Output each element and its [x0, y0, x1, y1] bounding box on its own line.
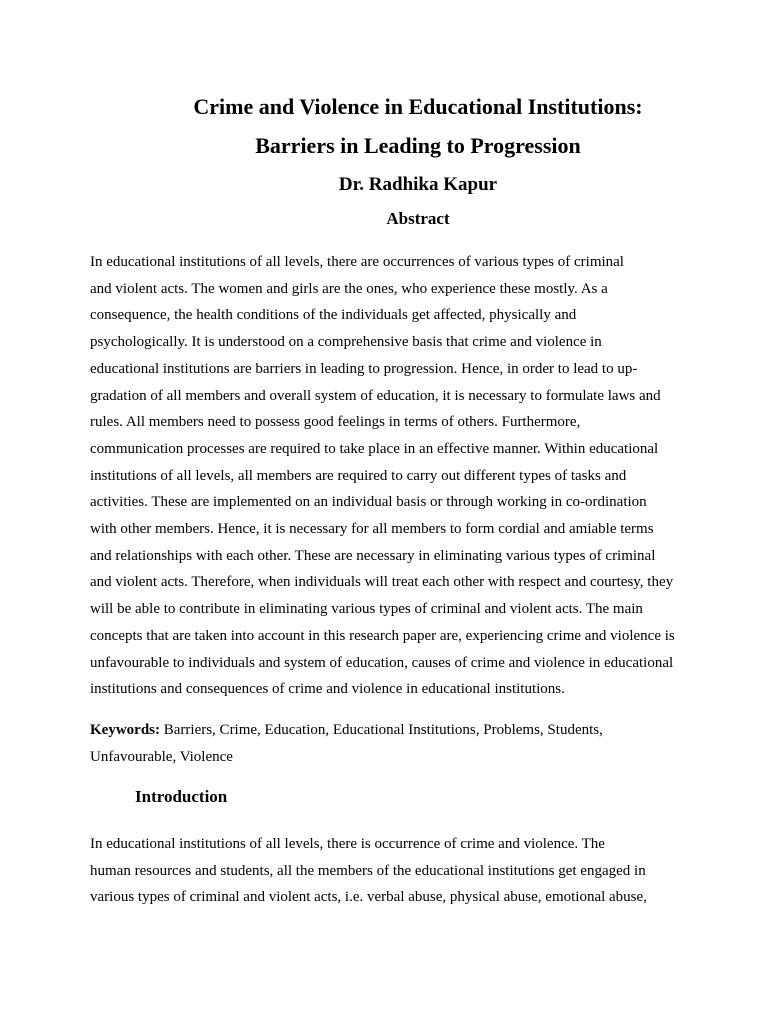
abstract-heading: Abstract	[386, 209, 450, 228]
keywords-list: Barriers, Crime, Education, Educational Institutions, Problems, Students, Unfavourable, Violence	[90, 722, 603, 765]
paper-title-line-1: Crime and Violence in Educational Institutions:	[193, 94, 643, 119]
introduction-paragraph: In educational institutions of all levels, there is occurrence of crime and violence. The human resources and students, all the members of the educational institutions get engaged in various types of criminal and violent acts, i.e. verbal abuse, physical abuse, emotional abuse,	[90, 836, 647, 906]
paper-title-line-2: Barriers in Leading to Progression	[255, 133, 581, 158]
keywords-paragraph	[90, 717, 680, 770]
abstract-paragraph: In educational institutions of all levels, there are occurrences of various types of criminal and violent acts. The women and girls are the ones, who experience these mostly. As a consequence, the health conditions of the individuals get affected, physically and psychologically. It is understood on a comprehensive basis that crime and violence in educational institutions are barriers in leading to progression. Hence, in order to lead to up- gradation of all members and overall system of education, it is necessary to formulate laws and rules. All members need to possess good feelings in terms of others. Furthermore, communication processes are required to take place in an effective manner. Within educational institutions of all levels, all members are required to carry out different types of tasks and activities. These are implemented on an individual basis or through working in co-ordination with other members. Hence, it is necessary for all members to form cordial and amiable terms and relationships with each other. These are necessary in eliminating various types of criminal and violent acts. Therefore, when individuals will treat each other with respect and courtesy, they will be able to contribute in eliminating various types of criminal and violent acts. The main concepts that are taken into account in this research paper are, experiencing crime and violence is unfavourable to individuals and system of education, causes of crime and violence in educational institutions and consequences of crime and violence in educational institutions.	[90, 254, 675, 698]
introduction-heading: Introduction	[135, 787, 228, 806]
keywords-label: Keywords:	[90, 722, 160, 738]
author-name: Dr. Radhika Kapur	[338, 174, 498, 195]
